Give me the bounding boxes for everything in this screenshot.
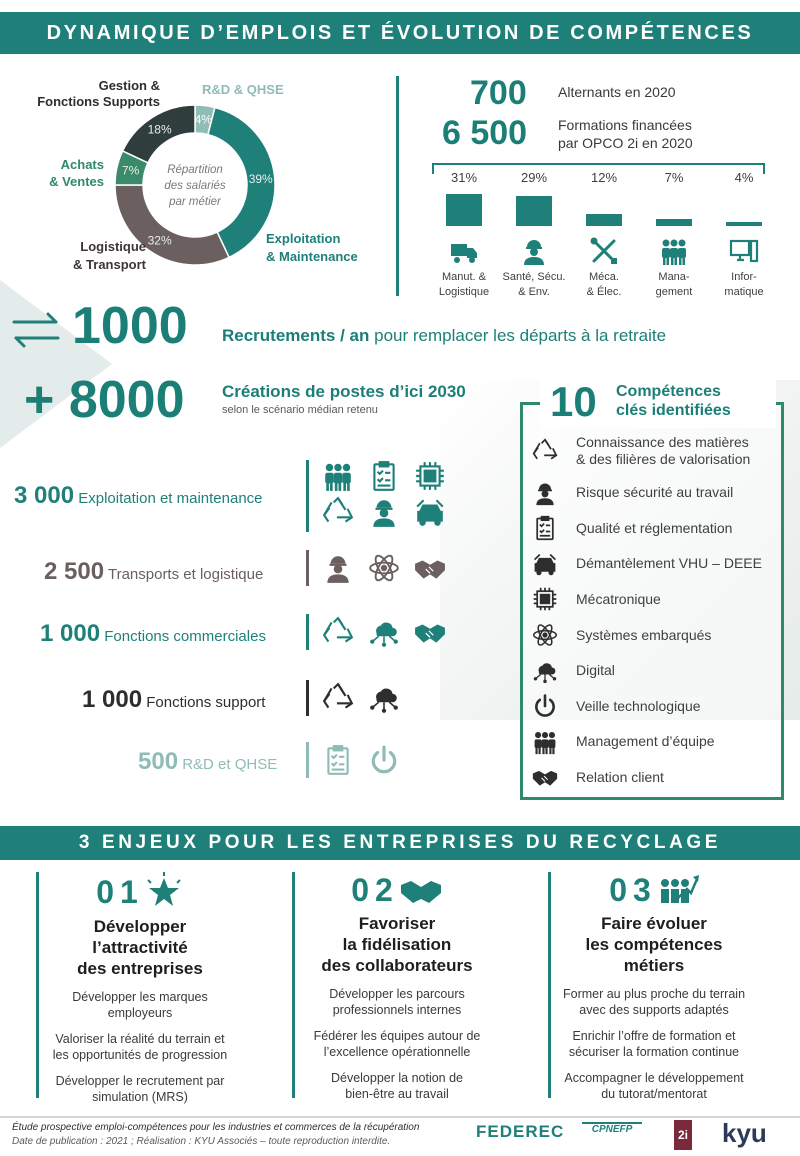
competence-label — [576, 733, 715, 750]
creations-subtitle: selon le scénario médian retenu — [222, 404, 378, 416]
metier-number: 2 500 — [44, 558, 105, 585]
creations-number: + 8000 — [24, 371, 185, 429]
recrutements-text — [222, 326, 666, 346]
competence-icon-wrap — [530, 728, 560, 756]
competence-item — [530, 618, 780, 652]
metier-icon-wrap — [368, 744, 400, 781]
chip-icon — [414, 460, 446, 492]
metier-row — [40, 620, 266, 648]
competences-title-line: Compétences — [616, 383, 721, 400]
donut-label-exploitation — [266, 230, 358, 266]
competence-label-line: Connaissance des matières — [576, 434, 749, 450]
recycle-icon — [322, 496, 354, 528]
enjeu-point — [534, 1070, 774, 1102]
formations-label — [558, 116, 693, 152]
handshake-icon — [532, 764, 558, 790]
formation-icon-wrap — [659, 236, 689, 271]
enjeu-heading-line: métiers — [623, 956, 685, 975]
competence-icon-wrap — [530, 479, 560, 507]
formations-label-line: par OPCO 2i en 2020 — [558, 135, 693, 151]
chip-icon — [532, 586, 558, 612]
enjeu-heading-line: l’attractivité — [92, 938, 188, 957]
donut-center-line: des salariés — [164, 180, 226, 192]
enjeu-point-line: du tutorat/mentorat — [601, 1087, 707, 1101]
metier-label: R&D et QHSE — [182, 756, 278, 773]
metier-label: Transports et logistique — [107, 566, 264, 583]
competence-label-line: Veille technologique — [576, 697, 701, 714]
recycle-icon — [322, 682, 354, 714]
enjeu-point — [277, 1070, 517, 1102]
star-burst-icon — [144, 872, 184, 912]
competence-label — [576, 520, 732, 537]
enjeu-heading-line: des collaborateurs — [321, 956, 473, 975]
formation-icon-wrap — [729, 236, 759, 271]
recrutements-number: 1000 — [72, 297, 188, 355]
formation-label-line: gement — [655, 286, 693, 298]
formation-bar — [726, 222, 762, 226]
enjeu-point-line: Développer la notion de — [330, 1071, 464, 1085]
competence-icon-wrap — [530, 621, 560, 649]
enjeu-point — [20, 1073, 260, 1105]
competence-icon-wrap — [530, 437, 560, 465]
competence-item — [530, 654, 780, 688]
formation-pct: 31% — [450, 170, 478, 185]
competence-item — [530, 547, 780, 581]
formation-icon-wrap — [589, 236, 619, 271]
enjeu-point-line: avec des supports adaptés — [579, 1003, 729, 1017]
enjeu-column-2 — [277, 872, 517, 1102]
formation-pct: 12% — [590, 170, 618, 185]
competence-icon-wrap — [530, 585, 560, 613]
formation-pct: 7% — [664, 170, 684, 185]
metier-divider — [306, 614, 309, 650]
formation-label-line: & Env. — [518, 286, 550, 298]
formation-label-line: Infor- — [731, 271, 757, 283]
team-growth-icon — [657, 873, 699, 909]
cpnefp-logo: CPNEFP — [582, 1122, 642, 1144]
competence-label-line: Qualité et réglementation — [576, 519, 733, 536]
competences-title-line: clés identifiées — [616, 402, 731, 419]
atom-icon — [532, 622, 558, 648]
checklist-icon — [368, 460, 400, 492]
formation-bar — [586, 214, 622, 226]
checklist-icon — [532, 515, 558, 541]
donut-label-line: Achats — [60, 157, 104, 172]
cloud-network-icon — [368, 682, 400, 714]
competence-label — [576, 434, 750, 468]
metier-number: 1 000 — [82, 686, 143, 713]
enjeu-point-line: Accompagner le développement — [564, 1071, 744, 1085]
truck-icon — [449, 236, 479, 266]
donut-label-gestion — [20, 78, 160, 110]
competence-item — [530, 760, 780, 794]
competence-label-line: Management d’équipe — [576, 733, 715, 750]
enjeu-point-line: Développer les parcours — [329, 987, 465, 1001]
metier-icon-wrap — [368, 616, 400, 653]
enjeu-point-line: Fédérer les équipes autour de — [313, 1029, 481, 1043]
donut-center-line: par métier — [169, 196, 221, 208]
donut-label-line: & Maintenance — [266, 249, 358, 264]
formation-label-line: Mana- — [658, 271, 690, 283]
formation-label — [426, 270, 502, 300]
metier-icon-wrap — [322, 682, 354, 719]
enjeu-point-line: Former au plus proche du terrain — [562, 987, 746, 1001]
competence-label — [576, 662, 615, 679]
handshake-icon — [414, 552, 446, 584]
footer-line2: Date de publication : 2021 ; Réalisation : KYU Associés – toute reproduction interdite. — [12, 1136, 391, 1147]
competence-item — [530, 725, 780, 759]
enjeu-number: 03 — [609, 872, 657, 908]
competence-icon-wrap — [530, 657, 560, 685]
page-title: DYNAMIQUE D’EMPLOIS ET ÉVOLUTION DE COMPÉTENCES — [0, 12, 800, 54]
enjeu-point-line: l’excellence opérationnelle — [323, 1045, 471, 1059]
worker-icon — [519, 236, 549, 266]
metier-divider — [306, 680, 309, 716]
formation-label-line: & Élec. — [586, 286, 622, 298]
donut-slice-label: 4% — [194, 112, 212, 127]
enjeu-point-line: Développer le recrutement par — [55, 1074, 225, 1088]
formation-label-line: Santé, Sécu. — [502, 271, 566, 283]
formation-label — [566, 270, 642, 300]
competence-icon-wrap — [530, 550, 560, 578]
formation-label — [496, 270, 572, 300]
metier-icon-wrap — [322, 616, 354, 653]
worker-icon — [368, 496, 400, 528]
enjeu-point-line: bien-être au travail — [345, 1087, 449, 1101]
donut-label-line: Logistique — [80, 239, 146, 254]
recrutements-bold: Recrutements / an — [222, 326, 370, 345]
formation-pct: 4% — [734, 170, 754, 185]
footer-line1: Étude prospective emploi-compétences pour les industries et commerces de la récupération — [12, 1122, 420, 1133]
formation-label-line: Logistique — [438, 286, 490, 298]
metier-label: Exploitation et maintenance — [78, 490, 263, 507]
kyu-logo: kyu — [722, 1118, 767, 1148]
worker-icon — [322, 552, 354, 584]
competence-label-line: & des filières de valorisation — [576, 451, 751, 467]
competence-item — [530, 476, 780, 510]
competence-label-line: Risque sécurité au travail — [576, 484, 734, 501]
metier-icon-wrap — [414, 496, 446, 533]
competence-label-line: Mécatronique — [576, 590, 661, 607]
donut-label-line: Gestion & — [98, 78, 160, 93]
metier-icon-wrap — [368, 682, 400, 719]
enjeu-point — [277, 1028, 517, 1060]
competence-icon-wrap — [530, 692, 560, 720]
enjeu-heading-line: la fidélisation — [342, 935, 452, 954]
metier-divider — [306, 550, 309, 586]
formation-bar — [516, 196, 552, 226]
formation-icon-wrap — [449, 236, 479, 271]
competences-number: 10 — [550, 378, 597, 425]
donut-slice-label: 7% — [121, 163, 140, 178]
enjeu-heading-line: des entreprises — [77, 959, 203, 978]
cloud-network-icon — [532, 658, 558, 684]
competence-label — [576, 627, 711, 644]
competence-label — [576, 555, 762, 572]
donut-label-rd: R&D & QHSE — [202, 82, 284, 97]
donut-label-logistique — [30, 238, 146, 274]
competence-label-line: Digital — [576, 662, 615, 679]
metier-number: 500 — [138, 748, 179, 775]
opco2i-logo: 2i — [674, 1120, 692, 1150]
competence-label-line: Relation client — [576, 768, 664, 785]
enjeu-heading — [20, 916, 260, 979]
metier-label: Fonctions commerciales — [104, 628, 266, 645]
competence-item — [530, 511, 780, 545]
federec-logo: FEDEREC — [476, 1122, 565, 1141]
competence-label — [576, 769, 664, 786]
enjeu-point-line: professionnels internes — [332, 1003, 462, 1017]
enjeu-point-line: Valoriser la réalité du terrain et — [55, 1032, 225, 1046]
metier-number: 1 000 — [40, 620, 101, 647]
enjeu-number: 01 — [96, 873, 144, 910]
competences-title — [616, 382, 731, 420]
car-icon — [414, 496, 446, 528]
competence-item — [530, 689, 780, 723]
recycle-icon — [532, 438, 558, 464]
enjeu-point — [534, 1028, 774, 1060]
handshake-icon — [399, 873, 443, 909]
formation-bar — [446, 194, 482, 226]
donut-label-line: Exploitation — [266, 231, 341, 246]
enjeu-point — [20, 1031, 260, 1063]
enjeu-point-line: employeurs — [107, 1006, 173, 1020]
enjeu-point — [534, 986, 774, 1018]
formation-label-line: Manut. & — [441, 271, 487, 283]
formations-number: 6 500 — [442, 114, 528, 152]
tools-icon — [589, 236, 619, 266]
competence-item — [530, 434, 780, 468]
power-icon — [368, 744, 400, 776]
recycle-icon — [322, 616, 354, 648]
donut-slice-label: 32% — [147, 233, 172, 248]
checklist-icon — [322, 744, 354, 776]
metier-row — [138, 748, 277, 776]
metier-row — [44, 558, 263, 586]
power-icon — [532, 693, 558, 719]
metier-icon-wrap — [414, 616, 446, 653]
metier-divider — [306, 742, 309, 778]
formation-label-line: Méca. — [589, 271, 619, 283]
metier-icon-wrap — [322, 744, 354, 781]
metier-icon-wrap — [322, 552, 354, 589]
enjeu-heading-line: Développer — [93, 917, 187, 936]
metier-icon-wrap — [368, 552, 400, 589]
swap-arrows-icon — [10, 308, 62, 352]
enjeu-heading — [534, 913, 774, 976]
alternants-label: Alternants en 2020 — [558, 84, 676, 100]
formation-label-line: matique — [724, 286, 764, 298]
enjeu-heading-line: Favoriser — [358, 914, 436, 933]
donut-label-line: Fonctions Supports — [37, 94, 160, 109]
donut-slice-label: 18% — [147, 122, 172, 137]
competence-label — [576, 698, 701, 715]
enjeu-point-line: simulation (MRS) — [92, 1090, 188, 1104]
enjeu-number: 02 — [351, 872, 399, 908]
metier-row — [82, 686, 265, 714]
enjeu-column-1 — [20, 872, 260, 1105]
enjeu-point-line: Développer les marques — [72, 990, 208, 1004]
competence-label-line: Systèmes embarqués — [576, 626, 712, 643]
enjeu-heading-line: Faire évoluer — [601, 914, 707, 933]
section-divider — [396, 76, 399, 296]
donut-center-line: Répartition — [167, 164, 223, 176]
enjeu-heading — [277, 913, 517, 976]
worker-icon — [532, 480, 558, 506]
formation-icon-wrap — [519, 236, 549, 271]
enjeu-point-line: sécuriser la formation continue — [568, 1045, 740, 1059]
formation-pct: 29% — [520, 170, 548, 185]
enjeu-point — [277, 986, 517, 1018]
enjeux-title: 3 ENJEUX POUR LES ENTREPRISES DU RECYCLAGE — [0, 826, 800, 860]
metier-row — [14, 482, 263, 510]
team-icon — [322, 460, 354, 492]
formation-label — [706, 270, 782, 300]
enjeu-column-3 — [534, 872, 774, 1102]
donut-label-achats — [20, 156, 104, 190]
team-icon — [659, 236, 689, 266]
formations-label-line: Formations financées — [558, 117, 692, 133]
competence-icon-wrap — [530, 763, 560, 791]
enjeu-point-line: les opportunités de progression — [52, 1048, 228, 1062]
enjeu-point-line: Enrichir l’offre de formation et — [572, 1029, 736, 1043]
team-icon — [532, 729, 558, 755]
car-icon — [532, 551, 558, 577]
donut-slice-label: 39% — [248, 171, 273, 186]
competence-label — [576, 484, 733, 501]
formation-label — [636, 270, 712, 300]
metier-divider — [306, 460, 309, 532]
handshake-icon — [414, 616, 446, 648]
alternants-number: 700 — [470, 74, 527, 112]
metier-icon-wrap — [322, 460, 354, 497]
atom-icon — [368, 552, 400, 584]
creations-title: Créations de postes d’ici 2030 — [222, 382, 466, 401]
enjeu-point — [20, 989, 260, 1021]
computer-icon — [729, 236, 759, 266]
formation-bar — [656, 219, 692, 226]
competence-label-line: Démantèlement VHU – DEEE — [576, 555, 762, 572]
competence-label — [576, 591, 661, 608]
metier-icon-wrap — [414, 552, 446, 589]
metier-icon-wrap — [322, 496, 354, 533]
recrutements-rest: pour remplacer les départs à la retraite — [369, 326, 667, 345]
competence-item — [530, 582, 780, 616]
donut-label-line: & Transport — [73, 257, 146, 272]
enjeu-heading-line: les compétences — [585, 935, 723, 954]
competence-icon-wrap — [530, 514, 560, 542]
cloud-network-icon — [368, 616, 400, 648]
metier-icon-wrap — [368, 460, 400, 497]
metier-number: 3 000 — [14, 482, 75, 509]
metier-label: Fonctions support — [146, 694, 266, 711]
donut-label-line: & Ventes — [49, 174, 104, 189]
metier-icon-wrap — [368, 496, 400, 533]
metier-icon-wrap — [414, 460, 446, 497]
footer-rule — [0, 1116, 800, 1118]
